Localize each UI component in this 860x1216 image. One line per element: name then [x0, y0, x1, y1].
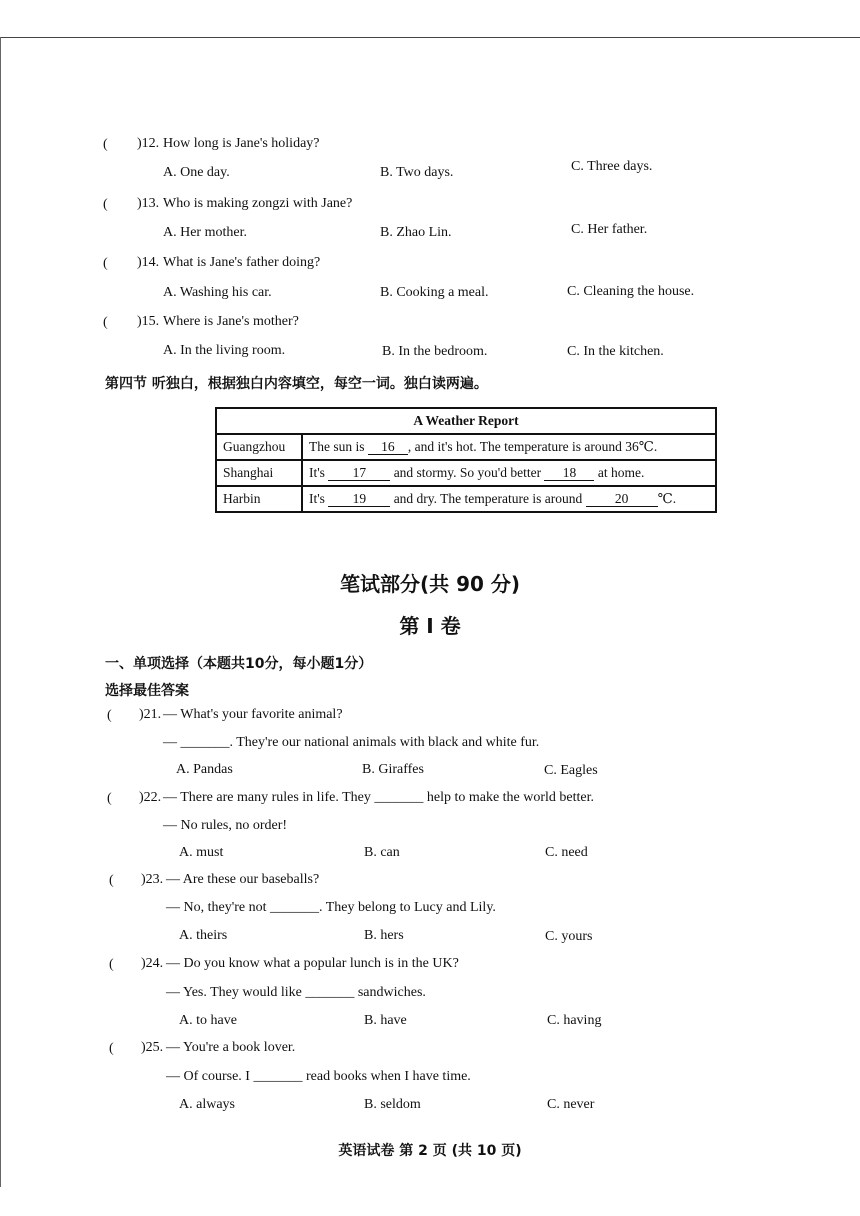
table-header-row	[216, 408, 716, 434]
report-text: It's	[309, 491, 329, 506]
option-a: A. Washing his car.	[163, 285, 272, 300]
answer-paren: (	[103, 197, 108, 212]
question-text: Who is making zongzi with Jane?	[163, 196, 353, 211]
option-c: C. In the kitchen.	[567, 344, 664, 359]
question-line-1: — What's your favorite animal?	[163, 707, 343, 722]
question-text: What is Jane's father doing?	[163, 255, 321, 270]
answer-paren: (	[109, 1041, 114, 1056]
option-b: B. seldom	[364, 1097, 421, 1112]
question-line-2: — Yes. They would like _______ sandwiches.	[166, 985, 426, 1000]
answer-paren: (	[103, 315, 108, 330]
option-b: B. Cooking a meal.	[380, 285, 489, 300]
question-number: )13.	[137, 196, 160, 211]
question-number: )24.	[141, 956, 164, 971]
part-1-instruction: 选择最佳答案	[105, 683, 189, 699]
answer-paren: (	[109, 957, 114, 972]
part-1-title: 一、单项选择（本题共10分，每小题1分）	[105, 656, 373, 672]
option-a: A. In the living room.	[163, 343, 286, 358]
option-c: C. Her father.	[571, 222, 648, 237]
report-text: and stormy. So you'd better	[390, 465, 545, 480]
report-text: ℃.	[657, 491, 677, 506]
question-text: How long is Jane's holiday?	[163, 136, 320, 151]
option-b: B. hers	[364, 928, 404, 943]
option-b: B. have	[364, 1013, 407, 1028]
question-number: )12.	[137, 136, 160, 151]
report-cell	[302, 460, 716, 486]
question-number: )21.	[139, 707, 162, 722]
table-row	[216, 434, 716, 460]
option-b: B. In the bedroom.	[382, 344, 488, 359]
question-line-1: — Do you know what a popular lunch is in the UK?	[166, 956, 459, 971]
option-a: A. theirs	[179, 928, 228, 943]
page-top-border	[0, 37, 860, 38]
volume-title: 第 I 卷	[399, 614, 461, 638]
city-cell: Shanghai	[216, 460, 302, 486]
question-line-1: — Are these our baseballs?	[166, 872, 320, 887]
option-b: B. Giraffes	[362, 762, 424, 777]
blank-17: 17	[328, 466, 390, 481]
answer-paren: (	[107, 791, 112, 806]
option-a: A. to have	[179, 1013, 237, 1028]
question-line-2: — No, they're not _______. They belong to Lucy and Lily.	[166, 900, 496, 915]
blank-16: 16	[368, 440, 408, 455]
weather-report-table	[215, 407, 717, 513]
report-cell	[302, 486, 716, 512]
answer-paren: (	[109, 873, 114, 888]
option-c: C. Three days.	[571, 159, 653, 174]
question-line-1: — You're a book lover.	[166, 1040, 296, 1055]
question-number: )15.	[137, 314, 160, 329]
blank-20: 20	[586, 492, 658, 507]
answer-paren: (	[103, 256, 108, 271]
option-c: C. need	[545, 845, 588, 860]
question-number: )25.	[141, 1040, 164, 1055]
table-header: A Weather Report	[216, 408, 716, 434]
answer-paren: (	[103, 137, 108, 152]
section-4-title: 第四节 听独白，根据独白内容填空，每空一词。独白读两遍。	[105, 376, 488, 392]
option-a: A. Her mother.	[163, 225, 247, 240]
option-c: C. having	[547, 1013, 602, 1028]
blank-18: 18	[544, 466, 594, 481]
option-a: A. always	[179, 1097, 235, 1112]
question-number: )14.	[137, 255, 160, 270]
question-line-2: — Of course. I _______ read books when I have time.	[166, 1069, 471, 1084]
report-text: and dry. The temperature is around	[390, 491, 586, 506]
question-line-2: — _______. They're our national animals with black and white fur.	[163, 735, 540, 750]
report-cell	[302, 434, 716, 460]
option-c: C. Eagles	[544, 763, 598, 778]
option-a: A. must	[179, 845, 224, 860]
option-b: B. Zhao Lin.	[380, 225, 452, 240]
question-number: )23.	[141, 872, 164, 887]
option-a: A. One day.	[163, 165, 230, 180]
option-b: B. Two days.	[380, 165, 454, 180]
table-row	[216, 460, 716, 486]
question-line-2: — No rules, no order!	[163, 818, 288, 833]
question-line-1: — There are many rules in life. They _______ help to make the world better.	[163, 790, 595, 805]
report-text: at home.	[594, 465, 645, 480]
city-cell: Guangzhou	[216, 434, 302, 460]
option-c: C. Cleaning the house.	[567, 284, 695, 299]
blank-19: 19	[328, 492, 390, 507]
question-text: Where is Jane's mother?	[163, 314, 299, 329]
option-c: C. yours	[545, 929, 593, 944]
page-footer: 英语试卷 第 2 页 (共 10 页)	[338, 1143, 522, 1159]
option-c: C. never	[547, 1097, 595, 1112]
answer-paren: (	[107, 708, 112, 723]
report-text: It's	[309, 465, 329, 480]
option-a: A. Pandas	[176, 762, 233, 777]
report-text: The sun is	[309, 439, 368, 454]
option-b: B. can	[364, 845, 400, 860]
table-row	[216, 486, 716, 512]
report-text: , and it's hot. The temperature is around 36℃.	[407, 439, 658, 454]
question-number: )22.	[139, 790, 162, 805]
city-cell: Harbin	[216, 486, 302, 512]
written-part-title: 笔试部分(共 90 分)	[339, 572, 521, 596]
